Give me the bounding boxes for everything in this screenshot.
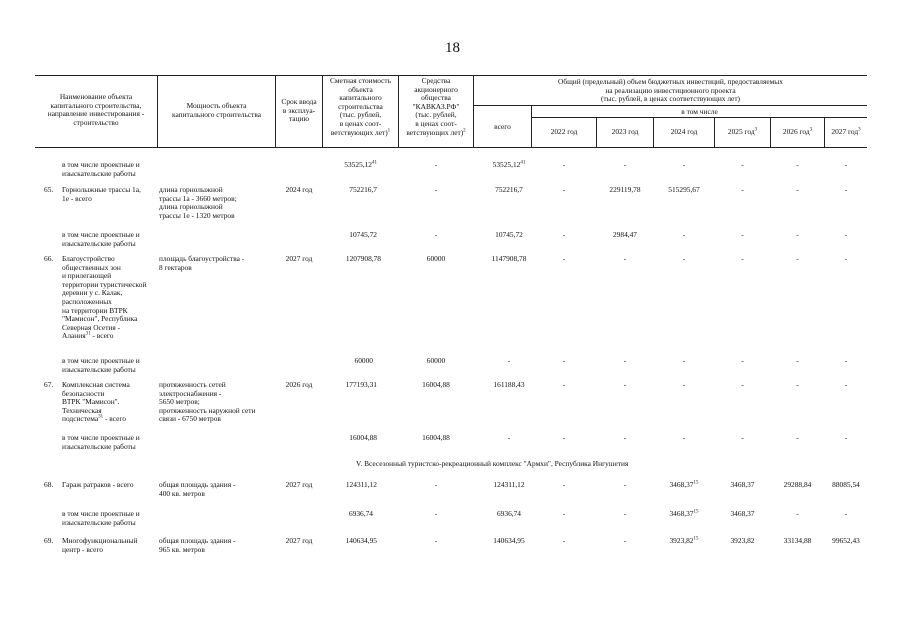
row-2027: 88085,54	[832, 480, 860, 489]
row-total: 1147908,78	[491, 254, 527, 263]
row-kavkaz: -	[434, 536, 438, 545]
header-year-2024: 2024 год	[670, 127, 698, 136]
row-2024: -	[682, 160, 686, 169]
row-total: -	[507, 356, 511, 365]
header-name: Наименование объекта капитального строительства, направление инвестирования - строительство	[47, 92, 145, 127]
row-kavkaz: -	[434, 480, 438, 489]
row-2023: -	[623, 380, 627, 389]
row-2023: -	[623, 509, 627, 518]
row-name: Горнолыжные трассы 1а, 1е - всего	[62, 185, 141, 203]
row-capacity: длина горнолыжной трассы 1а - 3660 метров; длина горнолыжной трассы 1е - 1320 метров	[159, 185, 237, 220]
row-name: Многофункциональный центр - всего	[62, 536, 138, 554]
header-years-divider	[531, 117, 867, 118]
row-capacity: площадь благоустройства - 8 гектаров	[159, 254, 245, 272]
header-including: в том числе	[681, 107, 718, 116]
row-subitem-name: в том числе проектные и изыскательские работы	[62, 356, 140, 374]
row-2027: -	[844, 380, 848, 389]
row-capacity: общая площадь здания - 400 кв. метров	[159, 480, 236, 498]
row-2024: 3468,37$^{15}$	[669, 480, 699, 489]
page-number: 18	[445, 40, 460, 56]
row-2027: -	[844, 160, 848, 169]
row-cost: 140634,95	[345, 536, 377, 545]
header-total: всего	[494, 122, 511, 131]
row-2027: 99652,43	[832, 536, 860, 545]
row-name: Комплексная система безопасности ВТРК "Мамисон". Техническая подсистема$^{31}$ - всего	[62, 380, 130, 424]
row-2026: -	[796, 356, 799, 365]
row-2027: -	[844, 356, 848, 365]
row-2025: -	[741, 380, 744, 389]
row-2023: -	[623, 356, 627, 365]
row-2022: -	[562, 509, 566, 518]
row-2024: 3923,82$^{15}$	[669, 536, 699, 545]
row-2024: -	[682, 230, 686, 239]
row-name: Благоустройство общественных зон и прилегающей территории туристической деревни у с. Калак, расположенных на территории ВТРК "Мамисон", Республика Северная Осетия - Алания$^{31}$ - всего	[62, 254, 147, 341]
row-term: 2027 год	[285, 536, 313, 545]
row-2024: 515295,67	[668, 185, 700, 194]
row-number: 68.	[44, 480, 54, 489]
row-2022: -	[562, 160, 566, 169]
header-year-2026: 2026 год$^3$	[782, 127, 813, 136]
row-cost: 60000	[354, 356, 373, 365]
row-2026: -	[796, 230, 799, 239]
row-kavkaz: -	[434, 160, 438, 169]
row-2027: -	[844, 433, 848, 442]
row-2027: -	[844, 254, 848, 263]
header-cost: Сметная стоимость объекта капитального строительства (тыс. рублей, в ценах соот- ветствующих лет)$^1$	[329, 76, 392, 137]
header-year-2023: 2023 год	[611, 127, 639, 136]
row-2026: -	[796, 433, 799, 442]
header-term: Срок ввода в эксплуа- тацию	[281, 97, 317, 124]
row-subitem-name: в том числе проектные и изыскательские работы	[62, 433, 140, 451]
row-2026: 29288,84	[783, 480, 812, 489]
row-2024: -	[682, 356, 686, 365]
row-2023: -	[623, 254, 627, 263]
row-number: 69.	[44, 536, 54, 545]
row-number: 67.	[44, 380, 54, 389]
row-2022: -	[562, 185, 566, 194]
row-2025: -	[741, 160, 744, 169]
table-top-border	[35, 75, 867, 76]
row-kavkaz: -	[434, 509, 438, 518]
row-2024: -	[682, 254, 686, 263]
row-subitem-name: в том числе проектные и изыскательские работы	[62, 160, 140, 178]
row-number: 66.	[44, 254, 54, 263]
header-year-2027: 2027 год$^3$	[831, 127, 861, 136]
row-cost: 177193,31	[345, 380, 377, 389]
row-kavkaz: -	[434, 185, 438, 194]
row-2022: -	[562, 380, 566, 389]
row-kavkaz: 60000	[426, 356, 446, 365]
row-2022: -	[562, 536, 566, 545]
row-2027: -	[844, 185, 848, 194]
row-2023: -	[623, 433, 627, 442]
row-2022: -	[562, 230, 566, 239]
row-kavkaz: -	[434, 230, 438, 239]
row-2025: -	[741, 230, 744, 239]
row-total: 752216,7	[495, 185, 523, 194]
row-cost: 16004,88	[349, 433, 377, 442]
row-term: 2027 год	[285, 480, 313, 489]
row-2023: -	[623, 160, 627, 169]
header-year-2022: 2022 год	[550, 127, 578, 136]
section-heading: V. Всесезонный туристско-рекреационный комплекс "Армхи", Республика Ингушетия	[356, 459, 629, 468]
row-2025: 3468,37	[730, 480, 755, 489]
row-kavkaz: 16004,88	[422, 380, 450, 389]
header-budget-divider	[473, 105, 867, 106]
row-2025: 3923,82	[730, 536, 755, 545]
row-cost: 1207908,78	[345, 254, 381, 263]
row-2025: -	[741, 433, 744, 442]
row-2025: -	[741, 254, 744, 263]
row-subitem-name: в том числе проектные и изыскательские работы	[62, 230, 140, 248]
row-2026: -	[796, 160, 799, 169]
row-kavkaz: 60000	[426, 254, 446, 263]
row-total: 140634,95	[493, 536, 525, 545]
row-2022: -	[562, 254, 566, 263]
row-2023: -	[623, 536, 627, 545]
row-2023: 2984,47	[612, 230, 638, 239]
row-term: 2026 год	[285, 380, 313, 389]
row-term: 2027 год	[285, 254, 313, 263]
row-2026: 33134,88	[783, 536, 812, 545]
header-year-2025: 2025 год$^3$	[727, 127, 758, 136]
row-2022: -	[562, 356, 566, 365]
header-budget: Общий (предельный) объем бюджетных инвестиций, предоставляемых на реализацию инвестиционного проекта (тыс. рублей, в ценах соответствующих лет)	[558, 77, 783, 104]
row-2027: -	[844, 230, 848, 239]
row-capacity: протяженность сетей электроснабжения - 5650 метров; протяженность наружной сети связи - 6750 метров	[159, 380, 256, 424]
row-term: 2024 год	[285, 185, 313, 194]
row-cost: 6936,74	[348, 509, 373, 518]
row-2026: -	[796, 254, 799, 263]
row-number: 65.	[44, 185, 54, 194]
row-2024: 3468,37$^{15}$	[669, 509, 699, 518]
row-2024: -	[682, 433, 686, 442]
row-cost: 124311,12	[345, 480, 377, 489]
row-total: 124311,12	[493, 480, 525, 489]
row-total: 161188,43	[493, 380, 525, 389]
row-cost: 10745,72	[349, 230, 377, 239]
row-kavkaz: 16004,88	[422, 433, 450, 442]
row-2025: -	[741, 356, 744, 365]
row-2026: -	[796, 509, 799, 518]
row-2025: 3468,37	[730, 509, 755, 518]
row-2023: -	[623, 480, 627, 489]
row-name: Гараж ратраков - всего	[62, 480, 134, 489]
row-subitem-name: в том числе проектные и изыскательские работы	[62, 509, 140, 527]
row-2023: 229119,78	[609, 185, 641, 194]
row-2022: -	[562, 433, 566, 442]
row-2025: -	[741, 185, 744, 194]
row-2026: -	[796, 185, 799, 194]
header-kavkaz: Средства акционерного общества "КАВКАЗ.РФ" (тыс. рублей, в ценах соот- ветствующих лет)$^2$	[406, 76, 466, 137]
row-cost: 53525,12$^{41}$	[344, 160, 377, 169]
row-total: 10745,72	[495, 230, 523, 239]
header-bottom-border	[35, 147, 867, 148]
row-capacity: общая площадь здания - 965 кв. метров	[159, 536, 236, 554]
row-total: 53525,12$^{41}$	[492, 160, 526, 169]
row-total: 6936,74	[496, 509, 522, 518]
row-2022: -	[562, 480, 566, 489]
row-total: -	[507, 433, 511, 442]
row-cost: 752216,7	[349, 185, 377, 194]
row-2027: -	[844, 509, 848, 518]
row-2026: -	[796, 380, 799, 389]
row-2024: -	[682, 380, 686, 389]
header-capacity: Мощность объекта капитального строительства	[171, 101, 262, 119]
